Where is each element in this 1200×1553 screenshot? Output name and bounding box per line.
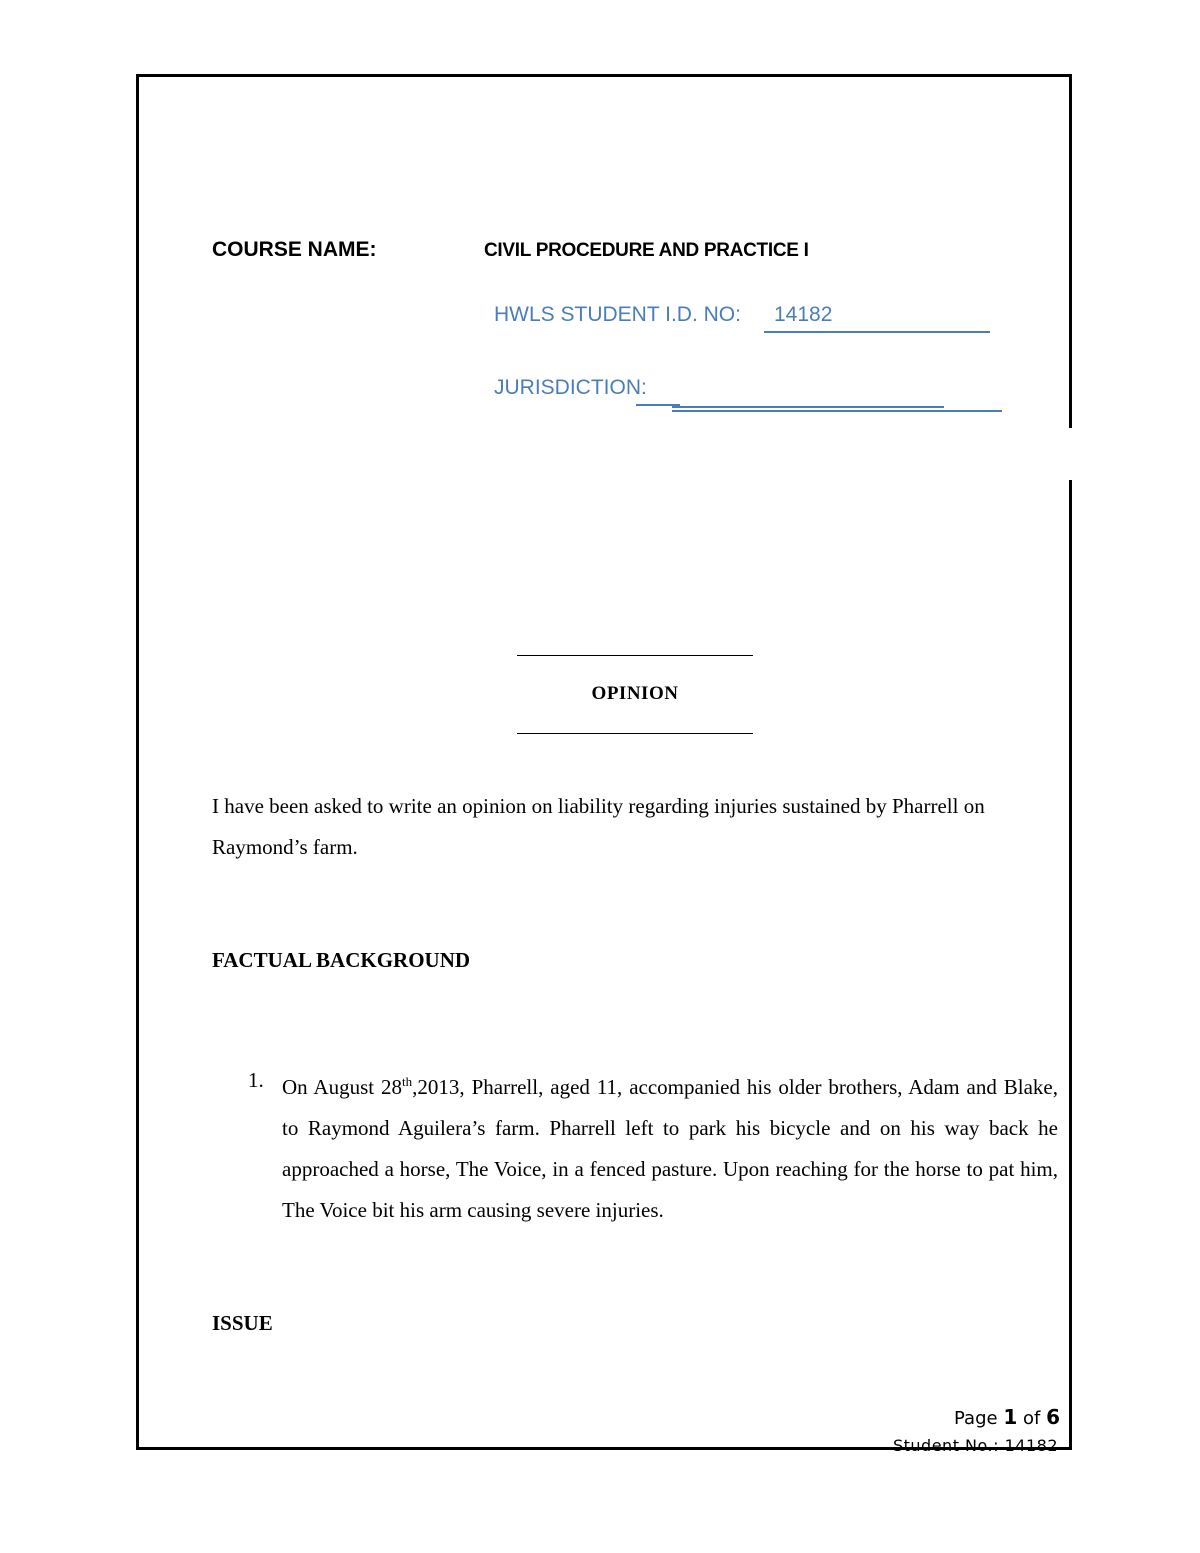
fact-text-part: ,2013, Pharrell, aged 11, accompanied his older brothers, Adam and Blake, to Raymond Aguilera’s farm. Pharrell left to park his bicycle and on his way back he approached a horse, The Voice, in a fenced pasture. Upon reaching for the horse to pat him, The Voice bit his arm causing severe injuries.: [282, 1075, 1059, 1222]
fact-text-part: On August 28: [282, 1075, 403, 1099]
page-current: 1: [1003, 1405, 1018, 1429]
section-heading-factual-background: FACTUAL BACKGROUND: [212, 948, 471, 972]
intro-paragraph: I have been asked to write an opinion on liability regarding injuries sustained by Pharrell on Raymond’s farm.: [212, 794, 985, 859]
student-id-label: HWLS STUDENT I.D. NO:: [494, 303, 741, 326]
title-rule-top: [517, 655, 753, 656]
page-border-gap: [1068, 428, 1080, 480]
list-item-text: [282, 1067, 1058, 1231]
course-name-value: CIVIL PROCEDURE AND PRACTICE I: [484, 240, 809, 261]
footer-student-number: Student No.: 14182: [892, 1436, 1058, 1455]
page-number: [954, 1405, 1060, 1429]
course-name-label: COURSE NAME:: [212, 238, 377, 261]
document-title: OPINION: [591, 683, 679, 704]
jurisdiction-label: JURISDICTION:: [494, 376, 647, 399]
jurisdiction-underline: [672, 410, 1002, 412]
jurisdiction-underline: [672, 406, 944, 408]
section-heading-issue: ISSUE: [212, 1311, 273, 1335]
page-word: Page: [954, 1408, 998, 1429]
title-rule-bottom: [517, 733, 753, 734]
of-word: of: [1022, 1408, 1041, 1429]
list-item-number: 1.: [248, 1068, 264, 1092]
page-total: 6: [1046, 1405, 1060, 1429]
page-border: [136, 74, 1072, 1450]
student-id-value: 14182: [774, 303, 833, 326]
student-id-underline: [764, 331, 990, 333]
ordinal-suffix: th: [402, 1074, 413, 1089]
